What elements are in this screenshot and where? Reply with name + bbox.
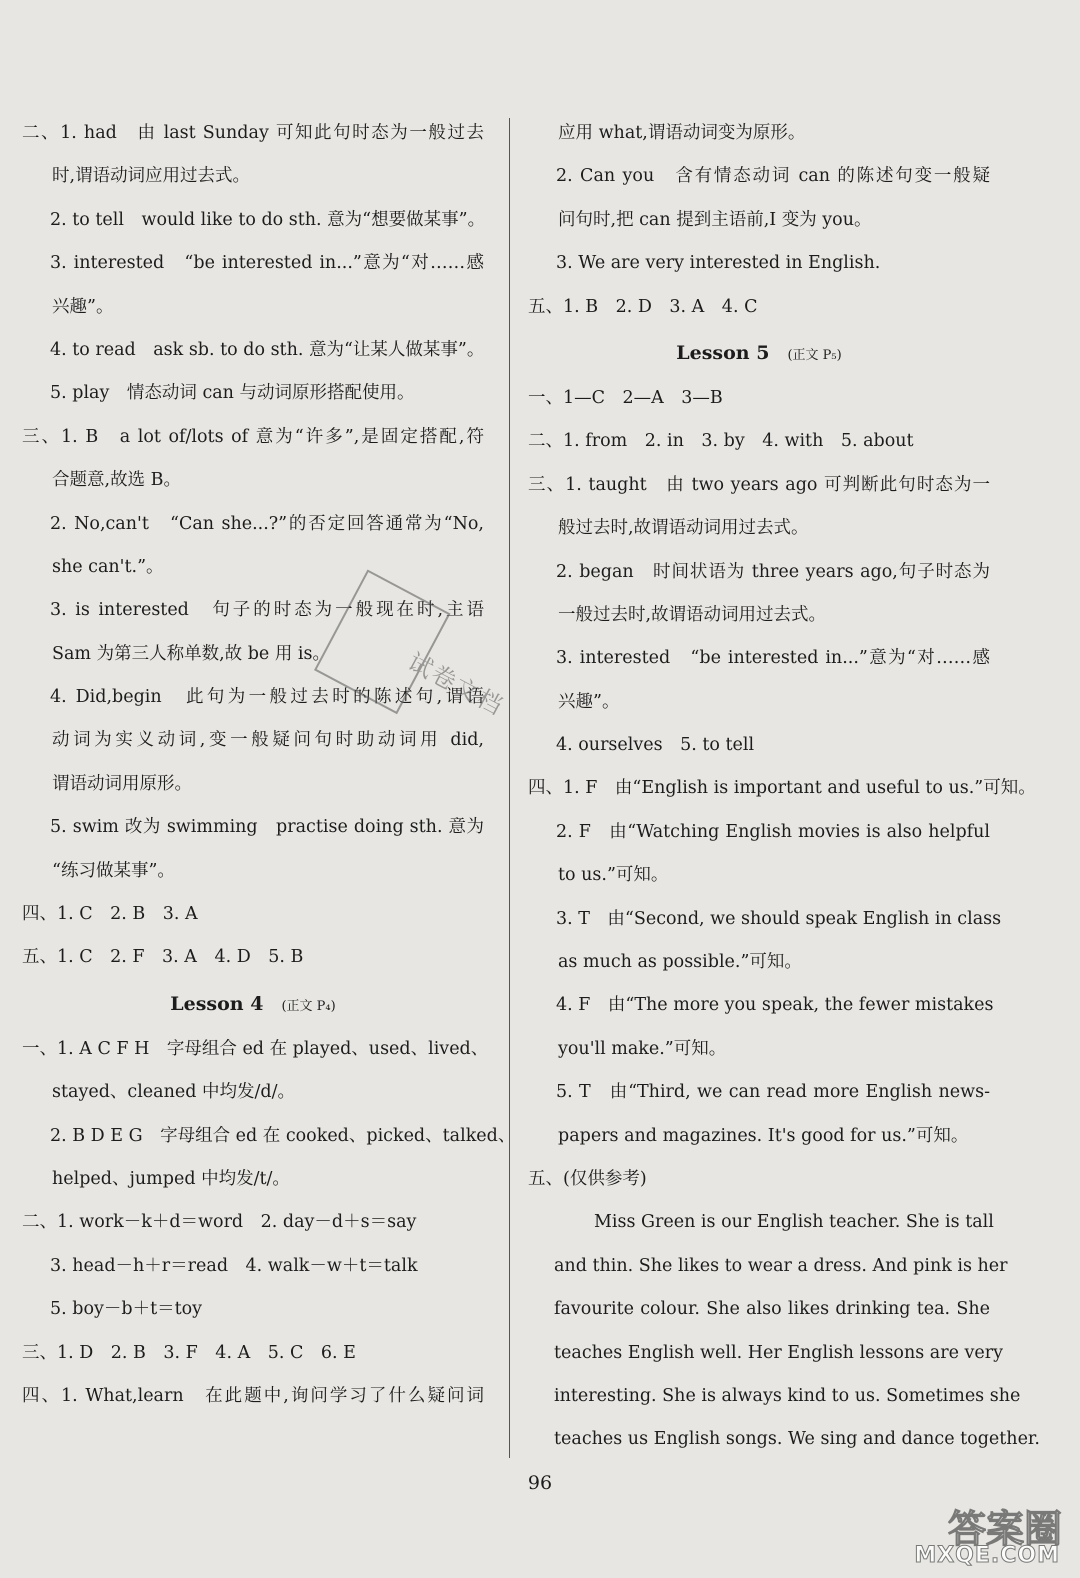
text-line: 合题意,故选 B。 [52,470,181,491]
text-line: “练习做某事”。 [52,860,175,881]
text-line: 3. interested “be interested in...”意为“对……感 [556,648,990,669]
text-line: she can't.”。 [52,556,164,577]
lesson-page-ref: (正文 P₄) [281,998,336,1014]
text-line: 般过去时,故谓语动词用过去式。 [558,518,809,539]
text-line: 2. F 由“Watching English movies is also helpful [556,821,990,842]
text-line: 3. We are very interested in English. [556,253,881,274]
text-line: 2. B D E G 字母组合 ed 在 cooked、picked、talked、 [50,1125,516,1146]
watermark-title: 答案圈 [947,1507,1062,1551]
lesson-4-heading [22,980,484,1028]
text-line: 2. began 时间状语为 three years ago,句子时态为 [556,561,990,582]
text-line: 4. Did,begin 此句为一般过去时的陈述句,谓语 [50,687,484,708]
site-watermark [892,1498,1072,1570]
text-line: 四、1. C 2. B 3. A [22,904,198,925]
page-number: 96 [527,1472,553,1494]
text-line: 二、1. had 由 last Sunday 可知此句时态为一般过去 [22,123,484,143]
essay-line: interesting. She is always kind to us. Sometimes she [554,1385,1021,1406]
text-line: 三、1. B a lot of/lots of 意为“许多”,是固定搭配,符 [22,426,484,447]
text-line: 四、1. What,learn 在此题中,询问学习了什么疑问词 [22,1385,484,1406]
text-line: 5. swim 改为 swimming practise doing sth. 意为 [50,817,484,838]
text-line: 4. to read ask sb. to do sth. 意为“让某人做某事”。 [50,339,485,360]
text-line: 3. is interested 句子的时态为一般现在时,主语 [50,600,484,621]
text-line: 3. head－h＋r＝read 4. walk－w＋t＝talk [50,1255,418,1276]
text-line: 二、1. work－k＋d＝word 2. day－d＋s＝say [22,1212,417,1233]
text-line: 5. play 情态动词 can 与动词原形搭配使用。 [50,383,415,404]
text-line: you'll make.”可知。 [558,1038,727,1059]
text-line: 五、1. B 2. D 3. A 4. C [528,296,758,317]
text-line: 问句时,把 can 提到主语前,I 变为 you。 [558,209,872,230]
stamp-box [314,569,451,714]
text-line: 应用 what,谓语动词变为原形。 [558,123,806,143]
text-line: 一、1—C 2—A 3—B [528,387,723,408]
text-line: 2. Can you 含有情态动词 can 的陈述句变一般疑 [556,166,990,187]
text-line: 2. to tell would like to do sth. 意为“想要做某事”。 [50,209,486,230]
text-line: 4. ourselves 5. to tell [556,735,755,756]
text-line: 三、1. D 2. B 3. F 4. A 5. C 6. E [22,1342,356,1363]
text-line: 2. No,can't “Can she...?”的否定回答通常为“No, [50,513,484,534]
text-line: 五、1. C 2. F 3. A 4. D 5. B [22,947,304,968]
text-line: helped、jumped 中均发/t/。 [52,1168,290,1189]
stamp-text: 试卷文档 [403,647,509,722]
text-line: 动词为实义动词,变一般疑问句时助动词用 did, [52,730,484,751]
text-line: 兴趣”。 [52,296,114,317]
text-line: 五、(仅供参考) [528,1168,647,1189]
essay-line: teaches English well. Her English lessons are very [554,1342,1003,1363]
text-line: 一、1. A C F H 字母组合 ed 在 played、used、lived、 [22,1038,489,1059]
column-divider [509,118,510,1458]
lesson-title: Lesson 4 [170,992,264,1015]
lesson-title: Lesson 5 [676,341,770,364]
watermark-url: MXQE.COM [914,1543,1060,1568]
text-line: 5. boy－b＋t＝toy [50,1299,203,1320]
essay-line: Miss Green is our English teacher. She is tall [594,1212,994,1233]
lesson-5-heading [528,329,990,377]
text-line: as much as possible.”可知。 [558,952,802,973]
text-line: 兴趣”。 [558,691,620,712]
essay-line: favourite colour. She also likes drinking tea. She [554,1299,990,1320]
text-line: 三、1. taught 由 two years ago 可判断此句时态为一 [528,474,990,495]
text-line: 谓语动词用原形。 [52,773,192,794]
text-line: stayed、cleaned 中均发/d/。 [52,1082,295,1103]
text-line: 二、1. from 2. in 3. by 4. with 5. about [528,431,914,452]
essay-line: teaches us English songs. We sing and dance together. [554,1429,1040,1450]
text-line: 3. interested “be interested in...”意为“对……感 [50,253,484,274]
text-line: 时,谓语动词应用过去式。 [52,166,251,187]
text-line: papers and magazines. It's good for us.”可知。 [558,1125,969,1146]
lesson-page-ref: (正文 P₅) [787,347,842,363]
right-column [528,112,1040,1462]
text-line: to us.”可知。 [558,865,669,886]
text-line: 4. F 由“The more you speak, the fewer mistakes [556,995,994,1016]
essay-line: and thin. She likes to wear a dress. And pink is her [554,1255,1008,1276]
text-line: 四、1. F 由“English is important and useful to us.”可知。 [528,778,1036,799]
text-line: 一般过去时,故谓语动词用过去式。 [558,604,827,625]
text-line: 3. T 由“Second, we should speak English in class [556,908,1002,929]
text-line: 5. T 由“Third, we can read more English news- [556,1082,990,1103]
text-line: Sam 为第三人称单数,故 be 用 is。 [52,643,330,664]
